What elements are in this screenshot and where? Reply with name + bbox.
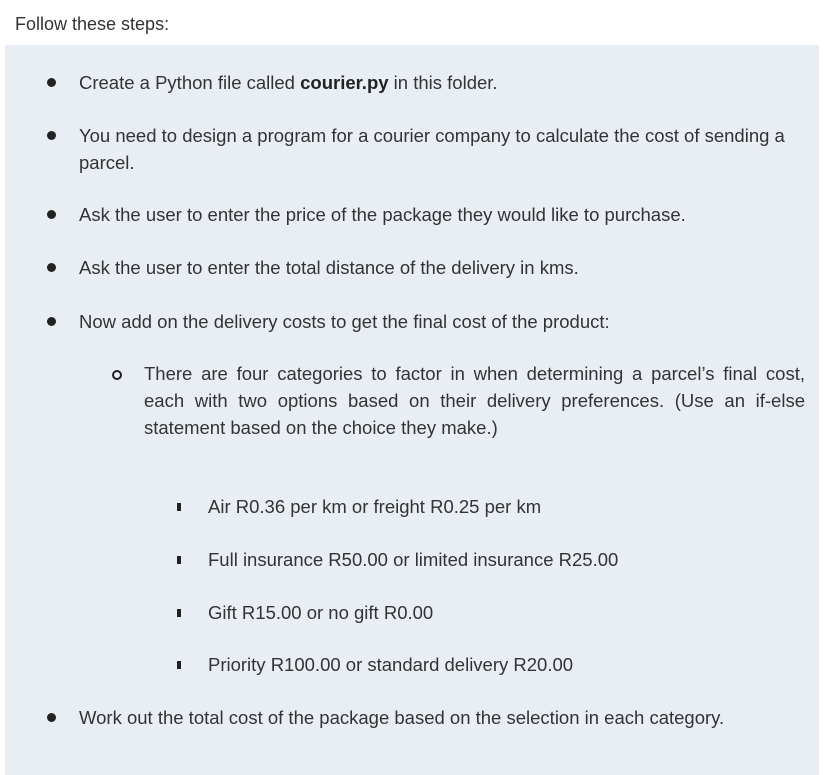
bullet-icon xyxy=(47,131,56,140)
step-total-cost: Work out the total cost of the package based on the selection in each category. xyxy=(79,707,725,728)
option-priority: Priority R100.00 or standard delivery R20.00 xyxy=(208,654,574,675)
step-ask-distance: Ask the user to enter the total distance of the delivery in kms. xyxy=(79,257,579,278)
square-bullet-icon xyxy=(177,556,181,564)
filename-text: courier.py xyxy=(300,72,389,93)
bullet-icon xyxy=(47,78,56,87)
step-design-program: You need to design a program for a courier company to calculate the cost of sending a parcel. xyxy=(79,125,785,173)
step-create-file-post: in this folder. xyxy=(388,72,498,93)
bullet-icon xyxy=(47,317,56,326)
bullet-icon xyxy=(47,263,56,272)
instructions-panel xyxy=(5,45,819,775)
bullet-icon xyxy=(47,713,56,722)
intro-text: Follow these steps: xyxy=(15,14,170,34)
square-bullet-icon xyxy=(177,661,181,669)
square-bullet-icon xyxy=(177,503,181,511)
step-create-file xyxy=(79,69,805,96)
categories-description: There are four categories to factor in when determining a parcel’s final cost, each with two options based on their delivery preferences. (Use an if-else statement based on the choice they make.) xyxy=(144,363,805,438)
circle-bullet-icon xyxy=(112,370,122,380)
step-ask-price: Ask the user to enter the price of the package they would like to purchase. xyxy=(79,204,686,225)
bullet-icon xyxy=(47,210,56,219)
step-create-file-pre: Create a Python file called xyxy=(79,72,301,93)
option-gift: Gift R15.00 or no gift R0.00 xyxy=(208,602,434,623)
square-bullet-icon xyxy=(177,609,181,617)
option-air-freight: Air R0.36 per km or freight R0.25 per km xyxy=(208,496,542,517)
step-add-costs: Now add on the delivery costs to get the final cost of the product: xyxy=(79,311,610,332)
option-insurance: Full insurance R50.00 or limited insurance R25.00 xyxy=(208,549,619,570)
